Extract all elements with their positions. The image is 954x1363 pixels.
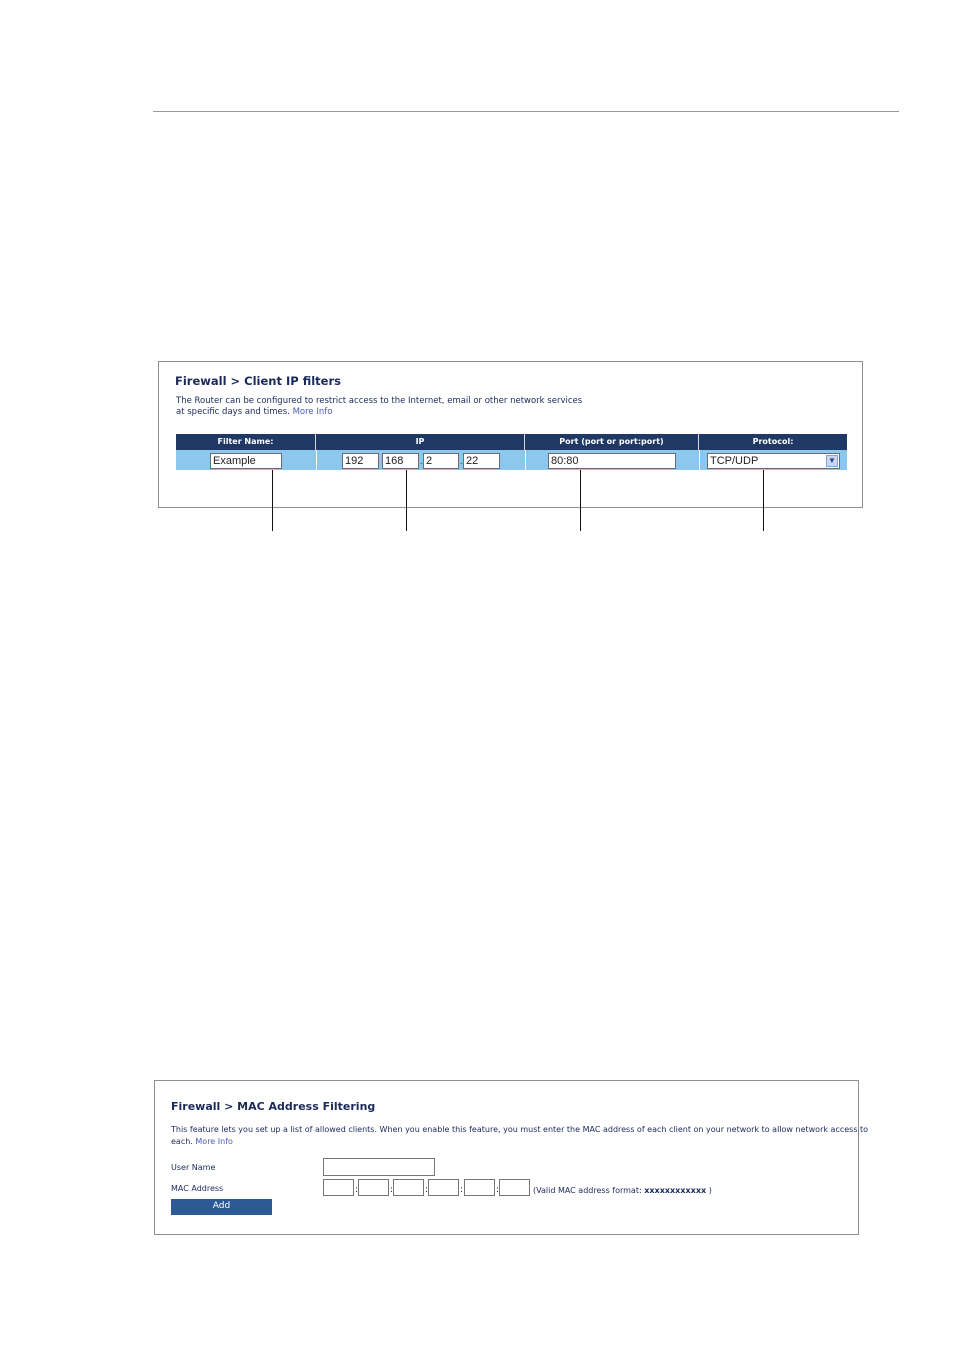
description-line-2-text: each.: [171, 1137, 193, 1146]
column-ip: IP: [316, 434, 525, 450]
ip-dot: .: [420, 456, 423, 466]
callout-line-ip: [406, 470, 407, 531]
mac-colon: :: [425, 1185, 429, 1195]
more-info-link[interactable]: More Info: [292, 406, 333, 417]
mac-colon: :: [496, 1185, 500, 1195]
column-separator: [525, 450, 526, 470]
format-note-value: xxxxxxxxxxxx: [644, 1186, 707, 1195]
panel-description: [171, 1124, 868, 1148]
mac-octet-1-input[interactable]: [323, 1179, 354, 1196]
mac-octet-3-input[interactable]: [393, 1179, 424, 1196]
protocol-select[interactable]: [707, 453, 840, 469]
mac-octet-2-input[interactable]: [358, 1179, 389, 1196]
description-line-2: [176, 407, 582, 418]
panel-title: Firewall > Client IP filters: [175, 374, 341, 388]
mac-filtering-panel: [154, 1080, 869, 1235]
column-separator: [699, 450, 700, 470]
panel-title: Firewall > MAC Address Filtering: [171, 1100, 376, 1113]
ip-octet-1-input[interactable]: 192: [342, 453, 379, 469]
description-line-2-text: at specific days and times.: [176, 406, 290, 417]
mac-octet-4-input[interactable]: [428, 1179, 459, 1196]
table-row: [176, 450, 847, 470]
protocol-selected-value: TCP/UDP: [710, 455, 759, 467]
callout-line-filter-name: [272, 470, 273, 531]
column-port: Port (port or port:port): [525, 434, 699, 450]
column-separator: [316, 450, 317, 470]
user-name-input[interactable]: [323, 1158, 435, 1176]
description-line-2: [171, 1136, 868, 1148]
chevron-down-icon[interactable]: ▼: [826, 455, 838, 467]
user-name-label: User Name: [171, 1163, 216, 1172]
add-button[interactable]: Add: [171, 1199, 272, 1215]
ip-octet-2-input[interactable]: 168: [382, 453, 419, 469]
filter-name-input[interactable]: Example: [210, 453, 282, 469]
format-note-suffix: ): [708, 1186, 712, 1195]
format-note-prefix: (Valid MAC address format:: [533, 1186, 642, 1195]
column-filter-name: Filter Name:: [176, 434, 316, 450]
mac-octet-5-input[interactable]: [464, 1179, 495, 1196]
ip-dot: .: [460, 456, 463, 466]
filter-table-header: [176, 434, 847, 450]
mac-colon: :: [390, 1185, 394, 1195]
mac-format-note: [533, 1186, 712, 1195]
column-protocol: Protocol:: [752, 437, 794, 446]
mac-address-label: MAC Address: [171, 1184, 224, 1193]
port-input[interactable]: 80:80: [548, 453, 676, 469]
ip-octet-4-input[interactable]: 22: [463, 453, 500, 469]
more-info-link[interactable]: More Info: [195, 1137, 233, 1146]
mac-colon: :: [355, 1185, 359, 1195]
callout-line-protocol: [763, 470, 764, 531]
client-ip-filters-panel: [158, 361, 863, 508]
description-line-1: This feature lets you set up a list of allowed clients. When you enable this feature, you must enter the MAC address of each client on your network to allow network access to: [171, 1125, 869, 1134]
description-line-1: The Router can be configured to restrict access to the Internet, email or other network services: [176, 396, 583, 406]
top-divider: [153, 111, 899, 112]
mac-octet-6-input[interactable]: [499, 1179, 530, 1196]
ip-octet-3-input[interactable]: 2: [423, 453, 459, 469]
callout-line-port: [580, 470, 581, 531]
mac-colon: :: [460, 1185, 464, 1195]
panel-description: [176, 396, 582, 417]
